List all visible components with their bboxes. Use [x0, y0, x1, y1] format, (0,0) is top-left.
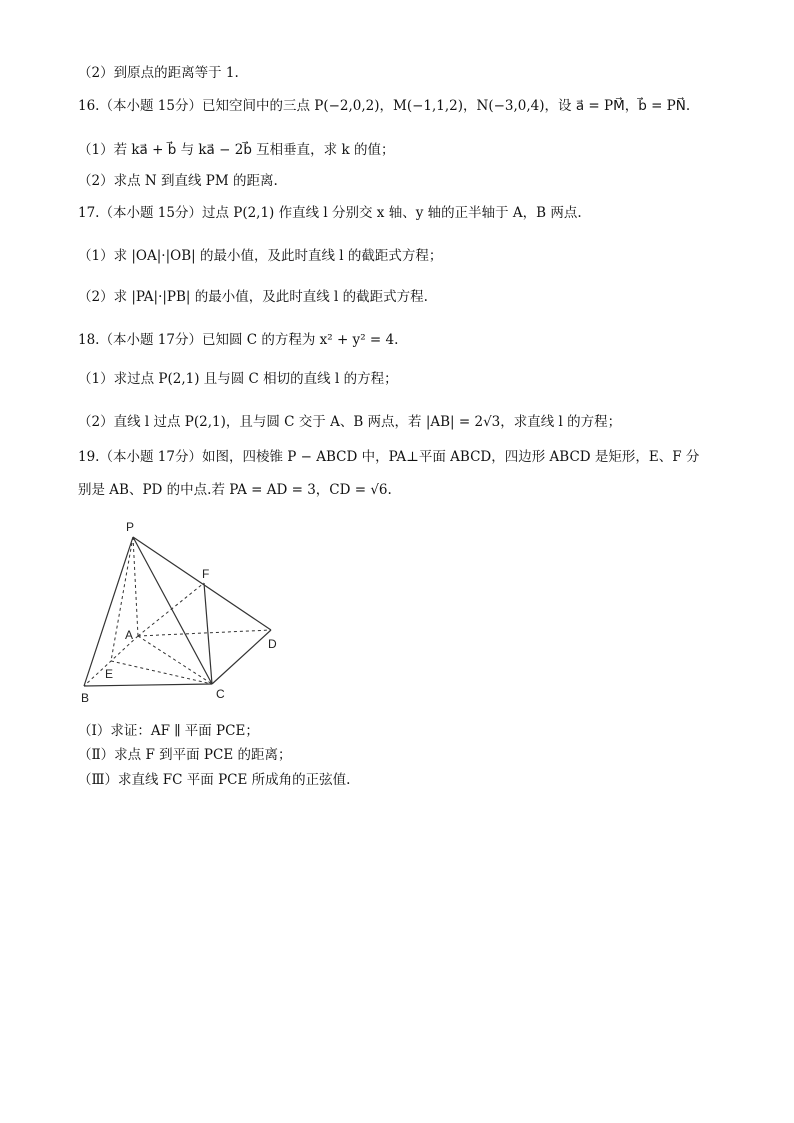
q16-part2: （2）求点 N 到直线 PM 的距离. [78, 173, 278, 189]
q17-stem: 17.（本小题 15分）过点 P(2,1) 作直线 l 分别交 x 轴、y 轴的正半轴于 A，B 两点. [78, 205, 582, 221]
q19-part2: （Ⅱ）求点 F 到平面 PCE 的距离； [78, 747, 292, 763]
label-F: F [202, 567, 210, 581]
edge-PC [133, 537, 212, 684]
segment-EC [111, 661, 212, 684]
edge-PB [84, 537, 133, 686]
segment-PE [111, 537, 133, 661]
edge-BC [84, 684, 212, 686]
q15-part2: （2）到原点的距离等于 1. [78, 65, 239, 81]
q16-stem: 16.（本小题 15分）已知空间中的三点 P(−2,0,2)，M(−1,1,2)，N(−3,0,4)，设 a⃗ = PM⃗，b⃗ = PN⃗. [78, 98, 691, 114]
label-C: C [216, 687, 225, 701]
label-P: P [126, 520, 135, 534]
q19-part1: （Ⅰ）求证：AF ∥ 平面 PCE； [78, 723, 259, 739]
segment-FC [204, 583, 212, 684]
segment-AC [138, 636, 212, 684]
q18-part2: （2）直线 l 过点 P(2,1)，且与圆 C 交于 A、B 两点，若 |AB| = 2√3，求直线 l 的方程； [78, 414, 622, 430]
edge-AD [138, 630, 271, 636]
label-B: B [81, 691, 90, 705]
q19-stem-line2: 别是 AB、PD 的中点.若 PA = AD = 3，CD = √6. [78, 482, 392, 498]
pyramid-figure [78, 518, 288, 708]
q19-stem-line1: 19.（本小题 17分）如图，四棱锥 P − ABCD 中，PA⊥平面 ABCD，四边形 ABCD 是矩形，E、F 分 [78, 449, 700, 465]
q17-part1: （1）求 |OA|·|OB| 的最小值，及此时直线 l 的截距式方程； [78, 248, 443, 264]
q19-part3: （Ⅲ）求直线 FC 平面 PCE 所成角的正弦值. [78, 772, 351, 788]
label-A: A [125, 628, 134, 642]
edge-CD [212, 630, 271, 684]
edge-PA [133, 537, 138, 636]
label-D: D [268, 637, 277, 651]
segment-AF [138, 583, 204, 636]
edge-PD [133, 537, 271, 630]
q18-part1: （1）求过点 P(2,1) 且与圆 C 相切的直线 l 的方程； [78, 371, 398, 387]
q16-part1: （1）若 ka⃗ + b⃗ 与 ka⃗ − 2b⃗ 互相垂直，求 k 的值； [78, 142, 395, 158]
pyramid-diagram [78, 518, 288, 708]
q17-part2: （2）求 |PA|·|PB| 的最小值，及此时直线 l 的截距式方程. [78, 289, 428, 305]
label-E: E [105, 667, 114, 681]
q18-stem: 18.（本小题 17分）已知圆 C 的方程为 x² + y² = 4. [78, 332, 399, 348]
